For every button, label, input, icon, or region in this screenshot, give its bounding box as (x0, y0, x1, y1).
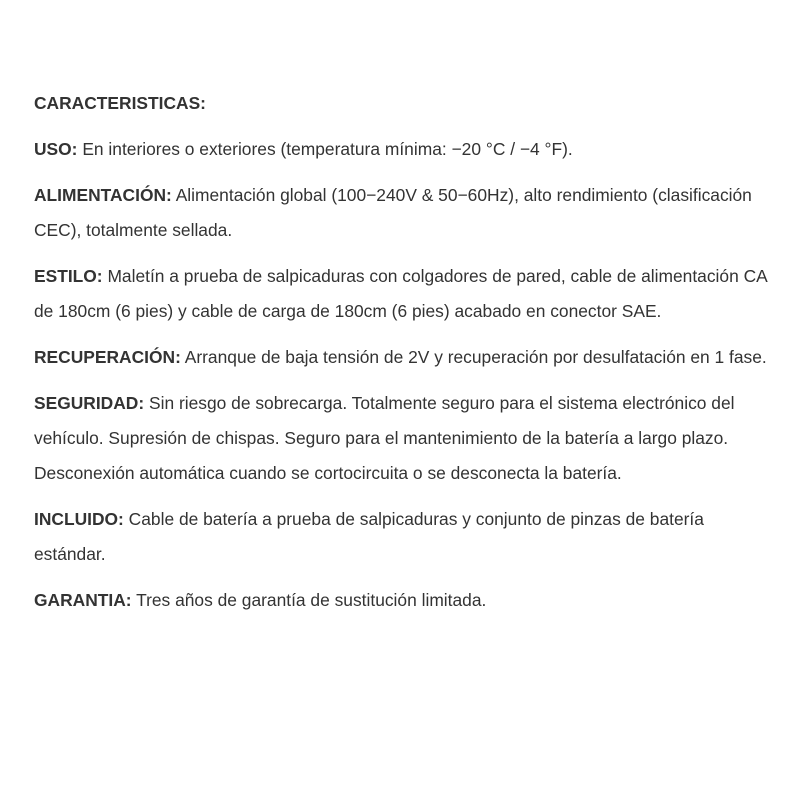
feature-text: Arranque de baja tensión de 2V y recuperación por desulfatación en 1 fase. (180, 347, 767, 367)
feature-text: En interiores o exteriores (temperatura mínima: −20 °C / −4 °F). (77, 139, 573, 159)
feature-incluido (34, 502, 780, 572)
feature-text: Alimentación global (100−240V & 50−60Hz), alto rendimiento (clasificación CEC), totalmente sellada. (34, 185, 752, 240)
feature-uso (34, 132, 780, 167)
feature-text: Maletín a prueba de salpicaduras con colgadores de pared, cable de alimentación CA de 180cm (6 pies) y cable de carga de 180cm (6 pies) acabado en conector SAE. (34, 266, 767, 321)
feature-label: ESTILO: (34, 266, 103, 286)
features-heading (34, 86, 780, 121)
feature-text: Cable de batería a prueba de salpicaduras y conjunto de pinzas de batería estándar. (34, 509, 704, 564)
feature-estilo (34, 259, 780, 329)
feature-label: INCLUIDO: (34, 509, 124, 529)
feature-seguridad (34, 386, 780, 491)
feature-label: ALIMENTACIÓN: (34, 185, 172, 205)
feature-text: Tres años de garantía de sustitución limitada. (131, 590, 487, 610)
feature-recuperacion (34, 340, 780, 375)
feature-label: USO: (34, 139, 78, 159)
heading-text: CARACTERISTICAS: (34, 93, 206, 113)
feature-garantia (34, 583, 780, 618)
feature-label: GARANTIA: (34, 590, 132, 610)
feature-alimentacion (34, 178, 780, 248)
feature-label: RECUPERACIÓN: (34, 347, 181, 367)
feature-text: Sin riesgo de sobrecarga. Totalmente seguro para el sistema electrónico del vehículo. Supresión de chispas. Seguro para el mantenimiento de la batería a largo plazo. Desconexión automática cuando se cortocircuita o se desconecta la batería. (34, 393, 735, 483)
features-document (34, 86, 780, 629)
feature-label: SEGURIDAD: (34, 393, 145, 413)
